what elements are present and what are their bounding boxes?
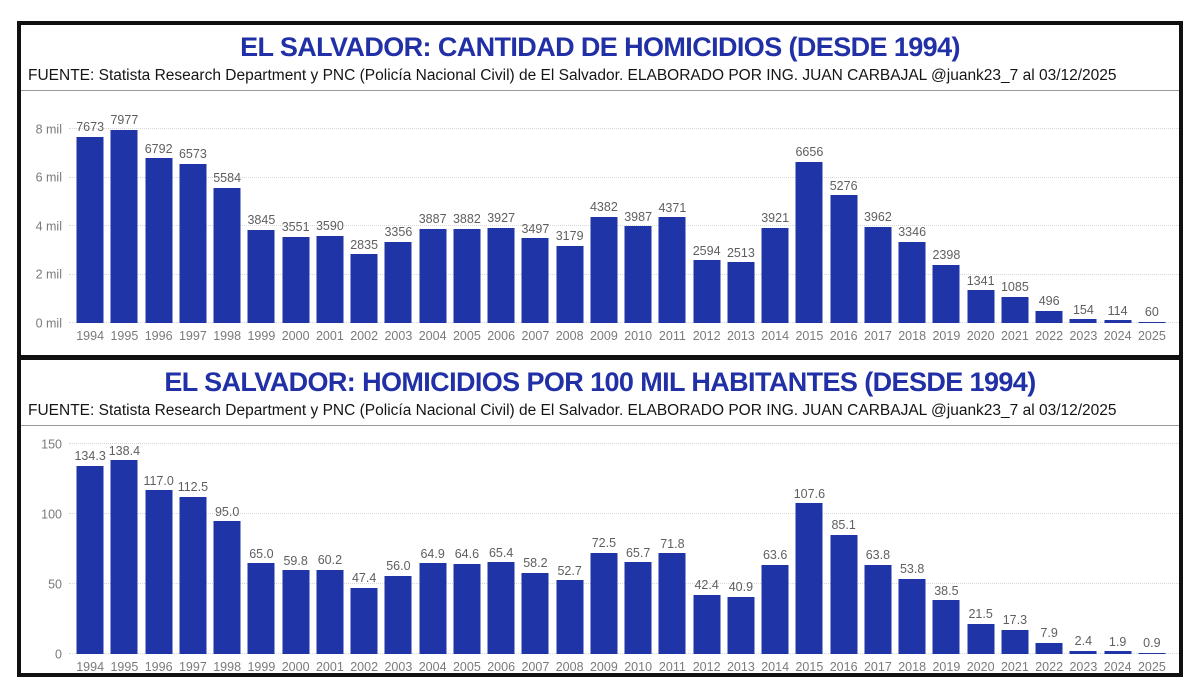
x-tick-label: 2010 <box>624 659 653 674</box>
value-label: 2835 <box>350 237 379 252</box>
bar-cell <box>450 430 484 676</box>
bar-cell <box>347 430 381 676</box>
bar <box>864 565 891 654</box>
bar <box>590 217 617 323</box>
bar-cell <box>998 430 1032 676</box>
y-tick-label: 2 mil <box>35 267 62 282</box>
value-label: 52.7 <box>557 563 582 578</box>
bar-cell <box>381 430 415 676</box>
x-tick-label: 2023 <box>1069 659 1098 674</box>
x-tick-label: 1997 <box>178 328 207 343</box>
x-tick-label: 2021 <box>1000 659 1029 674</box>
bar-cell <box>553 95 587 345</box>
bar <box>111 130 138 323</box>
y-tick-label: 0 mil <box>35 315 62 330</box>
value-label: 112.5 <box>177 480 209 494</box>
y-axis <box>21 430 69 676</box>
bar-cell <box>107 95 141 345</box>
bar-cell <box>621 430 655 676</box>
bar <box>248 563 275 654</box>
bar <box>659 217 686 323</box>
x-tick-label: 2021 <box>1000 328 1029 343</box>
x-tick-label: 2003 <box>384 328 413 343</box>
value-label: 63.6 <box>762 548 788 563</box>
x-tick-label: 2016 <box>829 659 858 674</box>
bar-cell <box>1066 95 1100 345</box>
value-label: 3551 <box>281 220 310 235</box>
bar <box>830 195 857 323</box>
x-tick-label: 2018 <box>898 659 927 674</box>
bar <box>522 238 549 323</box>
x-tick-label: 2008 <box>555 659 584 674</box>
value-label: 60.2 <box>317 553 343 568</box>
bar <box>77 466 104 654</box>
bar-cell <box>587 95 621 345</box>
bar-cell <box>518 430 552 676</box>
x-tick-label: 2015 <box>795 659 824 674</box>
bar-cell <box>827 95 861 345</box>
bar <box>248 230 275 323</box>
bar-cell <box>929 95 963 345</box>
bar-cell <box>895 95 929 345</box>
value-label: 3346 <box>898 225 927 240</box>
bar-cell <box>655 95 689 345</box>
bar-cell <box>313 95 347 345</box>
x-tick-label: 2004 <box>418 328 447 343</box>
bar-cell <box>313 430 347 676</box>
x-tick-label: 2006 <box>487 328 516 343</box>
x-tick-label: 2018 <box>898 328 927 343</box>
y-tick-label: 150 <box>41 436 62 451</box>
value-label: 47.4 <box>351 571 377 586</box>
bar <box>282 237 309 323</box>
bar <box>659 553 686 654</box>
bar-cell <box>210 430 244 676</box>
bar <box>727 262 754 323</box>
value-label: 65.0 <box>249 546 274 561</box>
value-label: 72.5 <box>591 536 617 550</box>
value-label: 6573 <box>178 147 207 162</box>
x-tick-label: 2004 <box>418 659 447 674</box>
value-label: 42.4 <box>694 578 719 593</box>
x-tick-label: 2023 <box>1069 328 1098 343</box>
bar <box>351 254 378 323</box>
bar <box>556 580 583 654</box>
value-label: 6792 <box>144 141 173 156</box>
value-label: 3356 <box>384 225 413 240</box>
bar-cell <box>1066 430 1100 676</box>
bar <box>762 228 789 323</box>
value-label: 0.9 <box>1143 636 1161 651</box>
value-label: 5276 <box>829 178 858 193</box>
charts-frame <box>17 21 1183 677</box>
bar-cell <box>827 430 861 676</box>
bar-cell <box>964 95 998 345</box>
x-tick-label: 2025 <box>1137 328 1166 343</box>
value-label: 154 <box>1072 302 1094 317</box>
bar <box>899 579 926 654</box>
x-tick-label: 1996 <box>144 328 173 343</box>
bar-cell <box>484 430 518 676</box>
bar-cell <box>655 430 689 676</box>
value-label: 6656 <box>795 145 824 160</box>
value-label: 3962 <box>863 210 892 225</box>
bar <box>967 290 994 323</box>
value-label: 64.9 <box>420 546 445 561</box>
value-label: 21.5 <box>968 607 993 622</box>
bar <box>385 576 412 654</box>
x-tick-label: 2011 <box>658 328 686 343</box>
value-label: 3987 <box>624 209 653 224</box>
bar-cell <box>724 95 758 345</box>
x-tick-label: 2011 <box>658 659 686 674</box>
bar <box>796 162 823 323</box>
bar <box>488 562 515 654</box>
bar-cell <box>347 95 381 345</box>
bar-cell <box>450 95 484 345</box>
value-label: 60 <box>1144 305 1159 320</box>
y-tick-label: 100 <box>41 506 62 521</box>
bar <box>864 227 891 323</box>
bar-cell <box>484 95 518 345</box>
bar <box>762 565 789 654</box>
value-label: 3887 <box>418 212 447 227</box>
bar <box>693 260 720 323</box>
x-tick-label: 2022 <box>1035 659 1064 674</box>
bar <box>145 158 172 323</box>
bar <box>351 588 378 654</box>
value-label: 114 <box>1107 303 1128 318</box>
x-tick-label: 2007 <box>521 659 550 674</box>
x-tick-label: 2005 <box>452 659 481 674</box>
bar-cell <box>998 95 1032 345</box>
bar-cell <box>176 95 210 345</box>
bar-cell <box>1101 430 1135 676</box>
bar-cell <box>1135 95 1169 345</box>
bar-chart-homicide-rate <box>21 430 1179 676</box>
bar-cell <box>210 95 244 345</box>
bar <box>1138 322 1165 323</box>
bar <box>316 570 343 654</box>
bar-cell <box>142 430 176 676</box>
bar <box>1070 319 1097 323</box>
value-label: 7673 <box>76 120 105 135</box>
bar-cell <box>1135 430 1169 676</box>
bar <box>556 246 583 323</box>
bar <box>214 188 241 323</box>
chart-source: FUENTE: Statista Research Department y PNC (Policía Nacional Civil) de El Salvador. ELABORADO POR ING. JUAN CARBAJAL @juank23_7 al 03/12/2025 <box>21 64 1179 91</box>
bar <box>1104 320 1131 323</box>
x-tick-label: 2001 <box>315 328 344 343</box>
x-tick-label: 2013 <box>726 328 755 343</box>
x-tick-label: 2002 <box>350 328 379 343</box>
bar <box>1104 651 1131 654</box>
bar <box>453 564 480 654</box>
x-tick-label: 1994 <box>76 659 105 674</box>
bar <box>214 521 241 654</box>
bar <box>282 570 309 654</box>
x-tick-label: 2020 <box>966 659 995 674</box>
bar-chart-homicide-count <box>21 95 1179 345</box>
bar-cell <box>176 430 210 676</box>
bar <box>179 164 206 323</box>
x-tick-label: 2012 <box>692 659 721 674</box>
x-tick-label: 2019 <box>932 659 961 674</box>
bar <box>522 573 549 654</box>
value-label: 134.3 <box>74 449 106 464</box>
bar <box>419 563 446 654</box>
y-tick-label: 50 <box>48 576 62 591</box>
bar-cell <box>416 95 450 345</box>
x-tick-label: 2014 <box>761 328 790 343</box>
x-tick-label: 1994 <box>76 328 105 343</box>
bar-cell <box>518 95 552 345</box>
x-tick-label: 2003 <box>384 659 413 674</box>
bar-cell <box>690 95 724 345</box>
bar-cell <box>861 430 895 676</box>
value-label: 64.6 <box>454 547 480 562</box>
bar-cell <box>792 95 826 345</box>
bar-cell <box>758 95 792 345</box>
value-label: 3845 <box>247 213 276 228</box>
x-tick-label: 2005 <box>452 328 481 343</box>
x-tick-label: 2007 <box>521 328 550 343</box>
value-label: 65.7 <box>625 545 651 560</box>
chart-title: EL SALVADOR: CANTIDAD DE HOMICIDIOS (DESDE 1994) <box>240 32 960 62</box>
chart-panel-homicide-count <box>21 30 1179 360</box>
bar <box>1001 297 1028 323</box>
bar-cell <box>621 95 655 345</box>
x-tick-label: 2017 <box>863 659 892 674</box>
bar-cell <box>381 95 415 345</box>
x-tick-label: 2016 <box>829 328 858 343</box>
x-tick-label: 1999 <box>247 328 276 343</box>
bar-cell <box>895 430 929 676</box>
y-tick-label: 6 mil <box>35 170 62 185</box>
bar <box>830 535 857 654</box>
value-label: 63.8 <box>865 548 891 563</box>
value-label: 3497 <box>521 221 550 236</box>
chart-panel-homicide-rate <box>21 365 1179 683</box>
bar <box>899 242 926 323</box>
bar <box>625 562 652 654</box>
value-label: 3882 <box>452 212 481 227</box>
value-label: 3927 <box>487 211 516 226</box>
x-tick-label: 2019 <box>932 328 961 343</box>
bar-cell <box>73 95 107 345</box>
y-tick-label: 8 mil <box>35 121 62 136</box>
bar-cell <box>416 430 450 676</box>
x-tick-label: 2024 <box>1103 659 1132 674</box>
bar-cell <box>758 430 792 676</box>
bar <box>796 503 823 654</box>
bar <box>453 229 480 323</box>
value-label: 1085 <box>1000 280 1029 295</box>
bar-cell <box>553 430 587 676</box>
x-tick-label: 2009 <box>589 659 618 674</box>
x-tick-label: 2013 <box>726 659 755 674</box>
x-tick-label: 2017 <box>863 328 892 343</box>
x-tick-label: 2000 <box>281 659 310 674</box>
bar-cell <box>73 430 107 676</box>
x-tick-label: 2012 <box>692 328 721 343</box>
value-label: 496 <box>1038 294 1060 309</box>
plot-area <box>69 95 1179 345</box>
value-label: 3590 <box>315 219 344 234</box>
value-label: 4382 <box>589 200 618 215</box>
bar <box>727 597 754 654</box>
bar <box>693 595 720 654</box>
value-label: 2398 <box>932 248 961 263</box>
x-tick-label: 2008 <box>555 328 584 343</box>
bar-cell <box>1101 95 1135 345</box>
value-label: 2513 <box>726 245 755 260</box>
value-label: 56.0 <box>386 559 411 574</box>
value-label: 95.0 <box>214 504 240 519</box>
bar <box>488 228 515 323</box>
value-label: 38.5 <box>934 583 959 598</box>
bar <box>933 600 960 654</box>
bar <box>1138 653 1165 654</box>
bar-cell <box>964 430 998 676</box>
bar-cell <box>792 430 826 676</box>
value-label: 3179 <box>555 229 584 244</box>
value-label: 138.4 <box>108 443 141 458</box>
x-tick-label: 2002 <box>350 659 379 674</box>
value-label: 7977 <box>110 113 139 128</box>
x-tick-label: 1996 <box>144 659 173 674</box>
x-tick-label: 1998 <box>213 659 242 674</box>
x-tick-label: 1998 <box>213 328 242 343</box>
bar-cell <box>587 430 621 676</box>
value-label: 2594 <box>692 243 721 258</box>
bar-cell <box>279 95 313 345</box>
bar <box>1036 311 1063 323</box>
x-tick-label: 2000 <box>281 328 310 343</box>
value-label: 2.4 <box>1074 634 1093 649</box>
x-tick-label: 2009 <box>589 328 618 343</box>
value-label: 40.9 <box>728 580 754 595</box>
bar-cell <box>1032 95 1066 345</box>
x-tick-label: 2022 <box>1035 328 1064 343</box>
bar <box>625 226 652 323</box>
y-tick-label: 4 mil <box>35 218 62 233</box>
value-label: 71.8 <box>660 536 685 551</box>
value-label: 1.9 <box>1108 634 1127 649</box>
bar <box>316 236 343 323</box>
x-tick-label: 2001 <box>315 659 344 674</box>
value-label: 4371 <box>658 200 687 215</box>
bar-cell <box>244 95 278 345</box>
chart-title: EL SALVADOR: HOMICIDIOS POR 100 MIL HABITANTES (DESDE 1994) <box>164 367 1036 397</box>
bar <box>111 460 138 654</box>
bar-cell <box>724 430 758 676</box>
value-label: 117.0 <box>143 473 174 488</box>
bar <box>419 229 446 323</box>
y-axis <box>21 95 69 345</box>
bar-cell <box>690 430 724 676</box>
value-label: 53.8 <box>899 562 925 577</box>
y-tick-label: 0 <box>55 646 62 661</box>
value-label: 17.3 <box>1002 613 1028 628</box>
bar-cell <box>244 430 278 676</box>
bar-cell <box>861 95 895 345</box>
bar <box>967 624 994 654</box>
value-label: 58.2 <box>523 556 548 571</box>
value-label: 59.8 <box>283 553 308 568</box>
value-label: 107.6 <box>793 486 826 501</box>
bar <box>590 553 617 655</box>
x-tick-label: 2025 <box>1137 659 1166 674</box>
x-tick-label: 2006 <box>487 659 516 674</box>
bar <box>933 265 960 323</box>
bar-cell <box>929 430 963 676</box>
x-tick-label: 1999 <box>247 659 276 674</box>
bar-cell <box>1032 430 1066 676</box>
bar-cell <box>142 95 176 345</box>
bar <box>179 497 206 655</box>
value-label: 85.1 <box>831 518 856 533</box>
x-tick-label: 1995 <box>110 328 139 343</box>
value-label: 1341 <box>966 273 995 288</box>
value-label: 5584 <box>213 171 242 186</box>
bar <box>1070 651 1097 654</box>
value-label: 65.4 <box>488 545 514 560</box>
x-tick-label: 2014 <box>761 659 790 674</box>
x-tick-label: 2020 <box>966 328 995 343</box>
x-tick-label: 1997 <box>178 659 207 674</box>
bar <box>1001 630 1028 654</box>
bar-cell <box>279 430 313 676</box>
value-label: 3921 <box>761 211 790 226</box>
value-label: 7.9 <box>1040 626 1058 641</box>
bar-cell <box>107 430 141 676</box>
x-tick-label: 2010 <box>624 328 653 343</box>
plot-area <box>69 430 1179 676</box>
bar <box>1036 643 1063 654</box>
chart-source: FUENTE: Statista Research Department y PNC (Policía Nacional Civil) de El Salvador. ELABORADO POR ING. JUAN CARBAJAL @juank23_7 al 03/12/2025 <box>21 399 1179 426</box>
bar <box>77 137 104 323</box>
x-tick-label: 1995 <box>110 659 139 674</box>
x-tick-label: 2015 <box>795 328 824 343</box>
x-tick-label: 2024 <box>1103 328 1132 343</box>
bar <box>145 490 172 654</box>
bar <box>385 242 412 323</box>
